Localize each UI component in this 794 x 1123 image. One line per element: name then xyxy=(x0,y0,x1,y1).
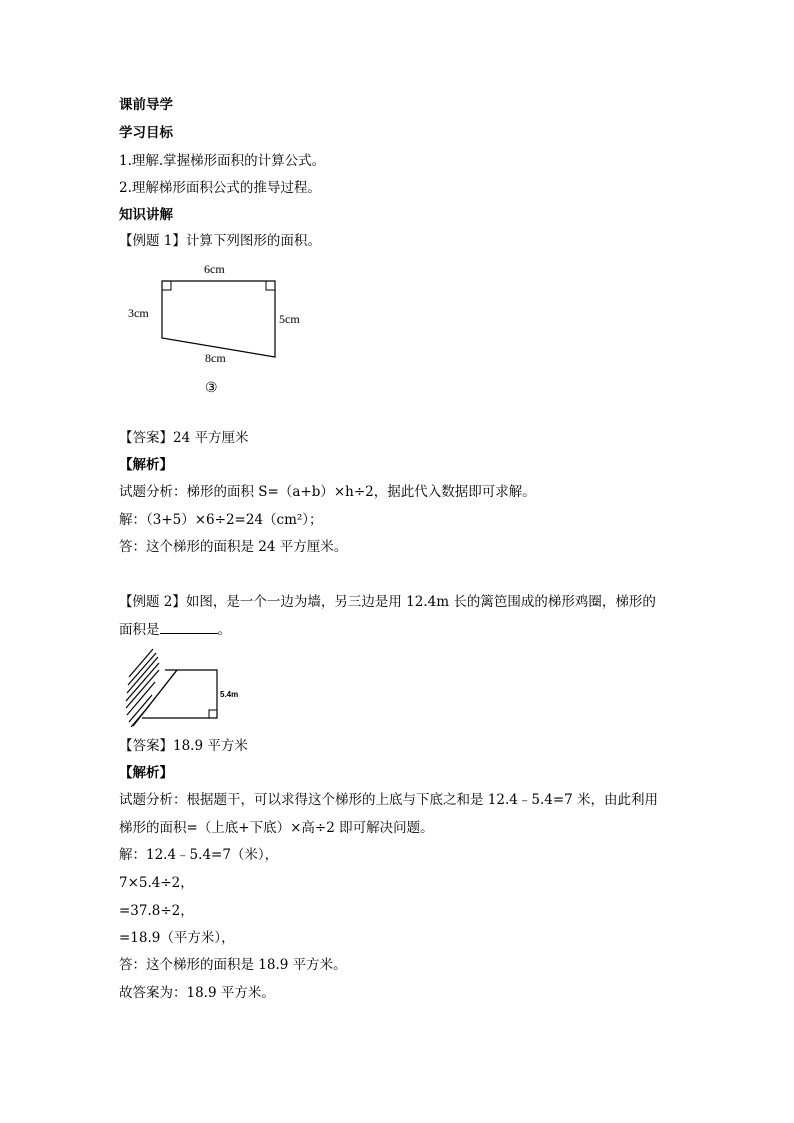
right-angle-mark xyxy=(209,710,217,718)
section-title: 课前导学 xyxy=(119,97,173,113)
example2-question-end: 。 xyxy=(217,622,231,638)
example1-analysis: 试题分析：梯形的面积 S=（a+b）×h÷2，据此代入数据即可求解。 xyxy=(119,484,536,500)
example1-solution: 解：（3+5）×6÷2=24（cm²）； xyxy=(119,512,323,528)
trapezoid-shape xyxy=(162,281,275,357)
example2-solution-line3: =37.8÷2， xyxy=(119,903,194,919)
objective-2: 2.理解梯形面积公式的推导过程。 xyxy=(119,180,321,196)
left-side-label: 3cm xyxy=(128,306,149,320)
example2-final-answer: 故答案为：18.9 平方米。 xyxy=(119,985,275,1001)
figure-number: ③ xyxy=(205,381,218,396)
height-label: 5.4m xyxy=(220,690,239,699)
example2-analysis-line2: 梯形的面积=（上底+下底）×高÷2 即可解决问题。 xyxy=(119,820,434,836)
answer-blank xyxy=(160,619,218,634)
example1-figure xyxy=(119,255,319,400)
right-angle-mark-right xyxy=(266,281,275,290)
example1-conclusion: 答：这个梯形的面积是 24 平方厘米。 xyxy=(119,539,348,555)
example1-analysis-title: 【解析】 xyxy=(119,457,173,473)
chicken-coop-diagram xyxy=(119,643,239,733)
example2-analysis-line1: 试题分析：根据题干，可以求得这个梯形的上底与下底之和是 12.4﹣5.4=7 米，由此利用 xyxy=(119,792,659,808)
right-side-label: 5cm xyxy=(279,312,300,326)
bottom-side-label: 8cm xyxy=(205,351,226,365)
example2-question-line1: 【例题 2】如图，是一个一边为墙，另三边是用 12.4m 长的篱笆围成的梯形鸡圈，梯形的 xyxy=(119,594,656,610)
example2-question-text: 面积是 xyxy=(119,622,160,638)
example2-solution-line1: 解：12.4﹣5.4=7（米）， xyxy=(119,847,279,863)
example2-conclusion: 答：这个梯形的面积是 18.9 平方米。 xyxy=(119,957,347,973)
example2-figure xyxy=(119,643,239,733)
right-angle-mark-left xyxy=(162,281,171,290)
wall-hatching xyxy=(126,649,159,727)
example2-question-line2 xyxy=(119,619,231,640)
top-side-label: 6cm xyxy=(204,262,225,276)
example2-answer: 【答案】18.9 平方米 xyxy=(119,738,248,754)
example2-solution-line4: =18.9（平方米）， xyxy=(119,930,235,946)
example2-analysis-title: 【解析】 xyxy=(119,765,173,781)
objectives-title: 学习目标 xyxy=(119,125,173,141)
example1-question: 【例题 1】计算下列图形的面积。 xyxy=(119,233,321,249)
example2-solution-line2: 7×5.4÷2， xyxy=(119,875,194,891)
knowledge-title: 知识讲解 xyxy=(119,207,173,223)
trapezoid-diagram xyxy=(119,255,319,400)
objective-1: 1.理解.掌握梯形面积的计算公式。 xyxy=(119,153,326,169)
example1-answer: 【答案】24 平方厘米 xyxy=(119,430,249,446)
